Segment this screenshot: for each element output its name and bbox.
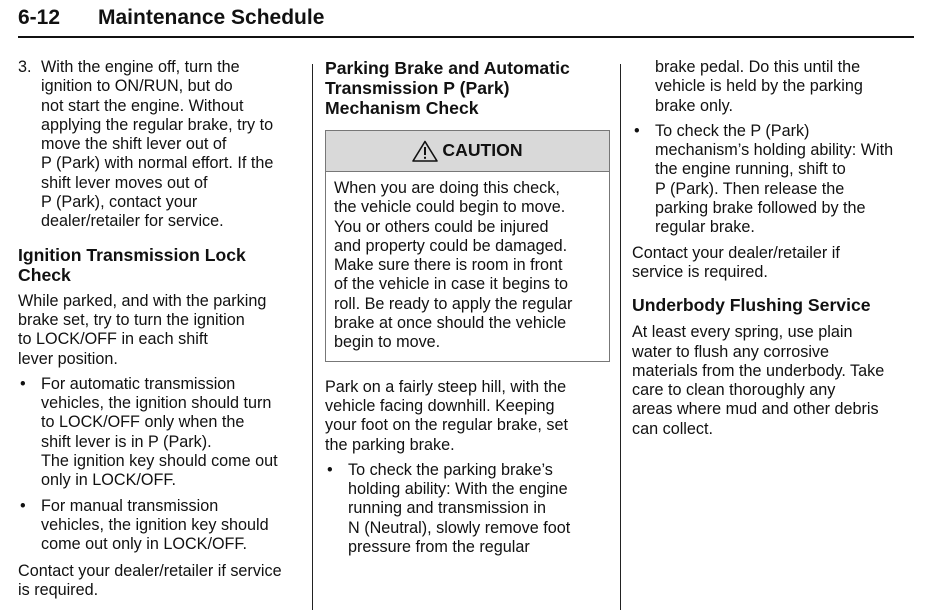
text-line: Transmission P (Park) [325, 78, 510, 98]
text-line: your foot on the regular brake, set [325, 416, 568, 435]
text-line: not start the engine. Without [41, 96, 244, 115]
text-line: For automatic transmission [41, 374, 236, 393]
text-line: is required. [18, 580, 99, 599]
text-line: shift lever is in P (Park). [41, 432, 212, 451]
text-line: Contact your dealer/retailer if service [18, 561, 282, 580]
text-line: materials from the underbody. Take [632, 361, 885, 380]
text-line: brake set, try to turn the ignition [18, 310, 245, 329]
text-line: To check the P (Park) [655, 121, 810, 140]
text-line: With the engine off, turn the [41, 58, 240, 76]
caution-box [325, 130, 610, 362]
text-line: come out only in LOCK/OFF. [41, 535, 248, 554]
text-line: brake at once should the vehicle [334, 314, 567, 333]
text-line: When you are doing this check, [334, 179, 560, 197]
list-item [325, 461, 610, 557]
text-line: For manual transmission [41, 496, 219, 515]
section-heading-underbody: Underbody Flushing Service [632, 295, 871, 316]
text-line: To check the parking brake’s [348, 460, 553, 479]
text-line: You or others could be injured [334, 217, 549, 236]
text-line: At least every spring, use plain [632, 323, 853, 342]
column-divider [620, 64, 621, 610]
text-line: vehicle facing downhill. Keeping [325, 396, 555, 415]
list-item-text [348, 461, 610, 557]
text-line: parking brake followed by the [655, 199, 866, 218]
park-instructions [325, 378, 610, 455]
bullet-icon: • [634, 121, 640, 140]
step-3-text [41, 58, 304, 232]
column-middle [325, 58, 610, 557]
text-line: can collect. [632, 419, 713, 438]
bullet-icon: • [20, 496, 26, 515]
text-line: of the vehicle in case it begins to [334, 275, 568, 294]
warning-triangle-icon [412, 140, 438, 162]
underbody-text [632, 323, 914, 439]
text-line: P (Park). Then release the [655, 179, 845, 198]
text-line: ignition to ON/RUN, but do [41, 77, 233, 96]
text-line: service is required. [632, 262, 768, 281]
text-line: vehicles, the ignition should turn [41, 394, 272, 413]
text-line: vehicle is held by the parking [655, 77, 863, 96]
list-item-text [41, 375, 304, 491]
text-line: the vehicle could begin to move. [334, 198, 566, 217]
contact-dealer-text [632, 244, 914, 283]
step-3 [18, 58, 304, 232]
text-line: Check [18, 264, 71, 285]
list-item-continued [632, 58, 914, 116]
text-line: and property could be damaged. [334, 236, 568, 255]
bullet-icon: • [20, 374, 26, 393]
column-left [18, 58, 304, 600]
text-line: vehicles, the ignition key should [41, 515, 269, 534]
text-line: roll. Be ready to apply the regular [334, 294, 573, 313]
text-line: only in LOCK/OFF. [41, 471, 176, 490]
text-line: Make sure there is room in front [334, 256, 563, 275]
text-line: P (Park), contact your [41, 193, 198, 212]
text-line: brake pedal. Do this until the [655, 58, 861, 76]
text-line: lever position. [18, 349, 118, 368]
section-heading-ignition-lock [18, 245, 304, 285]
page-number: 6-12 [18, 6, 61, 29]
text-line: brake only. [655, 96, 733, 115]
contact-dealer-text [18, 562, 304, 601]
text-line: to LOCK/OFF only when the [41, 413, 245, 432]
list-item [18, 497, 304, 555]
text-line: care to clean thoroughly any [632, 381, 836, 400]
text-line: regular brake. [655, 218, 755, 237]
text-line: dealer/retailer for service. [41, 212, 224, 231]
text-line: applying the regular brake, try to [41, 115, 274, 134]
text-line: Contact your dealer/retailer if [632, 243, 840, 262]
text-line: Mechanism Check [325, 98, 479, 118]
text-line: P (Park) with normal effort. If the [41, 154, 274, 173]
text-line: running and transmission in [348, 499, 546, 518]
text-line: Ignition Transmission Lock [18, 244, 246, 265]
text-line: begin to move. [334, 333, 441, 352]
page-title: Maintenance Schedule [98, 6, 325, 29]
text-line: areas where mud and other debris [632, 400, 879, 419]
text-line: to LOCK/OFF in each shift [18, 330, 208, 349]
text-line: The ignition key should come out [41, 452, 278, 471]
list-item [632, 122, 914, 238]
page-header [18, 6, 914, 38]
text-line: the engine running, shift to [655, 160, 846, 179]
text-line: Park on a fairly steep hill, with the [325, 377, 567, 396]
text-line: move the shift lever out of [41, 135, 227, 154]
text-line: Parking Brake and Automatic [325, 58, 570, 78]
caution-text [326, 172, 609, 361]
text-line: While parked, and with the parking [18, 291, 267, 310]
text-line: shift lever moves out of [41, 173, 208, 192]
text-line: the parking brake. [325, 435, 455, 454]
bullet-icon: • [327, 460, 333, 479]
list-item-text [41, 497, 304, 555]
section-heading-parking-brake [325, 58, 610, 118]
text-line: holding ability: With the engine [348, 480, 568, 499]
ignition-lock-intro [18, 292, 304, 369]
step-number: 3. [18, 58, 32, 76]
column-divider [312, 64, 313, 610]
text-line: mechanism’s holding ability: With [655, 141, 894, 160]
caution-header [326, 131, 609, 172]
column-right [632, 58, 914, 439]
text-line: water to flush any corrosive [632, 342, 830, 361]
text-line: N (Neutral), slowly remove foot [348, 518, 571, 537]
list-item-text [655, 122, 914, 238]
list-item [18, 375, 304, 491]
caution-label: CAUTION [442, 140, 523, 161]
text-line: pressure from the regular [348, 538, 530, 557]
